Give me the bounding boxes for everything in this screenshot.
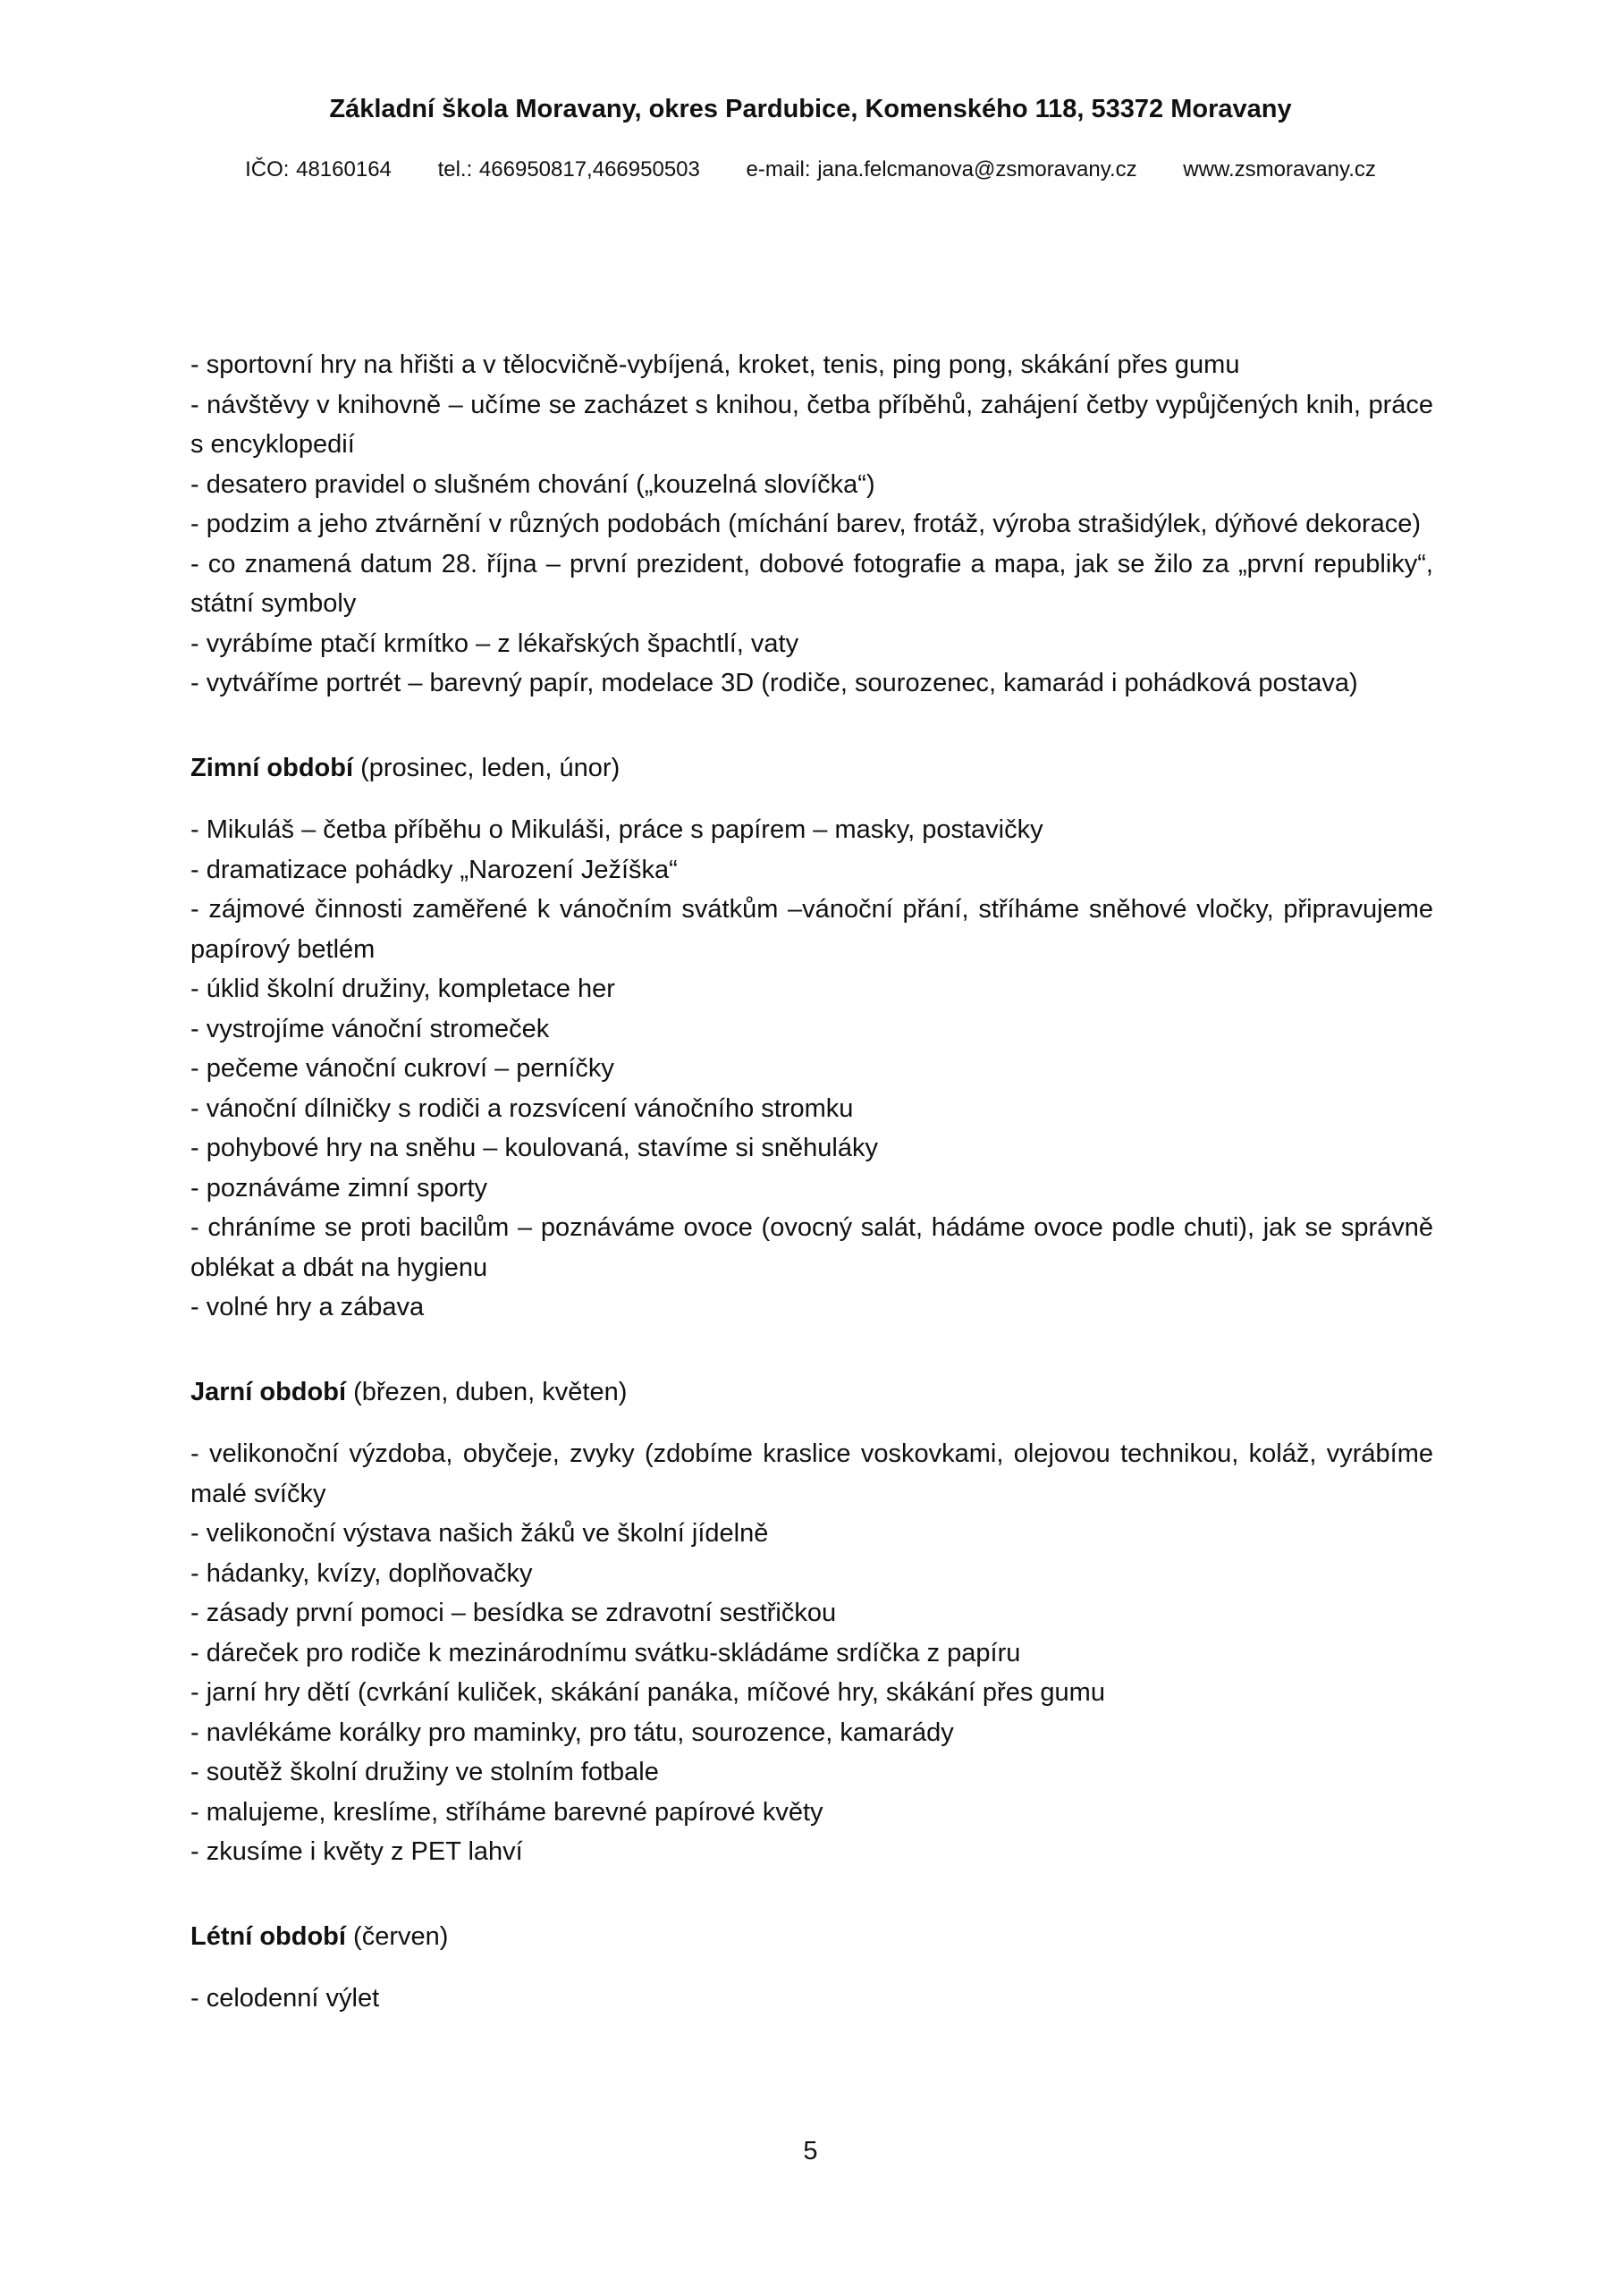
summer-activity-list: [190, 1979, 1433, 2019]
list-item: - dramatizace pohádky „Narození Ježíška“: [190, 855, 678, 884]
autumn-activity-list: [190, 345, 1433, 704]
winter-title: Zimní období: [190, 753, 354, 782]
list-item: - volné hry a zábava: [190, 1293, 425, 1321]
list-item: - vystrojíme vánoční stromeček: [190, 1014, 550, 1043]
list-item: - pohybové hry na sněhu – koulovaná, stavíme si sněhuláky: [190, 1134, 878, 1162]
list-item: - soutěž školní družiny ve stolním fotbale: [190, 1758, 659, 1786]
winter-months: (prosinec, leden, únor): [360, 753, 621, 782]
summer-title: Létní období: [190, 1921, 346, 1951]
summer-section-heading: [190, 1917, 1433, 1957]
phone-text: tel.: 466950817,466950503: [437, 157, 700, 181]
list-item: - celodenní výlet: [190, 1984, 380, 2013]
list-item: - chráníme se proti bacilům – poznáváme ovoce (ovocný salát, hádáme ovoce podle chuti), jak se správně oblékat a dbát na hygienu: [190, 1213, 1433, 1282]
email-text: e-mail: jana.felcmanova@zsmoravany.cz: [746, 157, 1137, 181]
list-item: - Mikuláš – četba příběhu o Mikuláši, práce s papírem – masky, postavičky: [190, 815, 1043, 844]
spring-activity-list: [190, 1434, 1433, 1872]
list-item: - sportovní hry na hřišti a v tělocvičně-vybíjená, kroket, tenis, ping pong, skákání přes gumu: [190, 350, 1240, 379]
page-number: 5: [803, 2137, 818, 2165]
list-item: - poznáváme zimní sporty: [190, 1173, 488, 1203]
school-contact-line: [0, 157, 1621, 182]
list-item: - co znamená datum 28. října – první prezident, dobové fotografie a mapa, jak se žilo za „první republiky“, státní symboly: [190, 549, 1433, 618]
winter-activity-list: [190, 810, 1433, 1328]
document-body: [190, 345, 1433, 2019]
winter-section-heading: [190, 748, 1433, 789]
spring-section-heading: [190, 1372, 1433, 1413]
list-item: - malujeme, kreslíme, stříháme barevné papírové květy: [190, 1797, 823, 1827]
list-item: - hádanky, kvízy, doplňovačky: [190, 1558, 533, 1588]
list-item: - vánoční dílničky s rodiči a rozsvícení vánočního stromku: [190, 1093, 854, 1123]
ico-text: IČO: 48160164: [245, 157, 392, 181]
list-item: - zkusíme i květy z PET lahví: [190, 1837, 523, 1866]
school-header-title: Základní škola Moravany, okres Pardubice, Komenského 118, 53372 Moravany: [329, 95, 1292, 123]
list-item: - pečeme vánoční cukroví – perníčky: [190, 1054, 614, 1083]
list-item: - velikonoční výstava našich žáků ve školní jídelně: [190, 1519, 769, 1548]
list-item: - velikonoční výzdoba, obyčeje, zvyky (zdobíme kraslice voskovkami, olejovou technikou, koláž, vyrábíme malé svíčky: [190, 1439, 1433, 1508]
list-item: - zájmové činnosti zaměřené k vánočním svátkům –vánoční přání, stříháme sněhové vločky, připravujeme papírový betlém: [190, 895, 1433, 964]
list-item: - jarní hry dětí (cvrkání kuliček, skákání panáka, míčové hry, skákání přes gumu: [190, 1678, 1105, 1707]
list-item: - podzim a jeho ztvárnění v různých podobách (míchání barev, frotáž, výroba strašidýlek, dýňové dekorace): [190, 510, 1422, 538]
list-item: - úklid školní družiny, kompletace her: [190, 975, 615, 1003]
list-item: - vyrábíme ptačí krmítko – z lékařských špachtlí, vaty: [190, 629, 799, 658]
list-item: - navlékáme korálky pro maminky, pro tátu, sourozence, kamarády: [190, 1718, 954, 1747]
list-item: - dáreček pro rodiče k mezinárodnímu svátku-skládáme srdíčka z papíru: [190, 1638, 1021, 1667]
website-text: www.zsmoravany.cz: [1183, 157, 1376, 181]
list-item: - zásady první pomoci – besídka se zdravotní sestřičkou: [190, 1599, 837, 1627]
list-item: - vytváříme portrét – barevný papír, modelace 3D (rodiče, sourozenec, kamarád i pohádková postava): [190, 669, 1358, 697]
spring-months: (březen, duben, květen): [353, 1377, 628, 1406]
list-item: - návštěvy v knihovně – učíme se zacházet s knihou, četba příběhů, zahájení četby vypůjčených knih, práce s encyklopedií: [190, 390, 1433, 459]
spring-title: Jarní období: [190, 1377, 346, 1406]
list-item: - desatero pravidel o slušném chování („kouzelná slovíčka“): [190, 469, 875, 499]
summer-months: (červen): [353, 1921, 449, 1951]
